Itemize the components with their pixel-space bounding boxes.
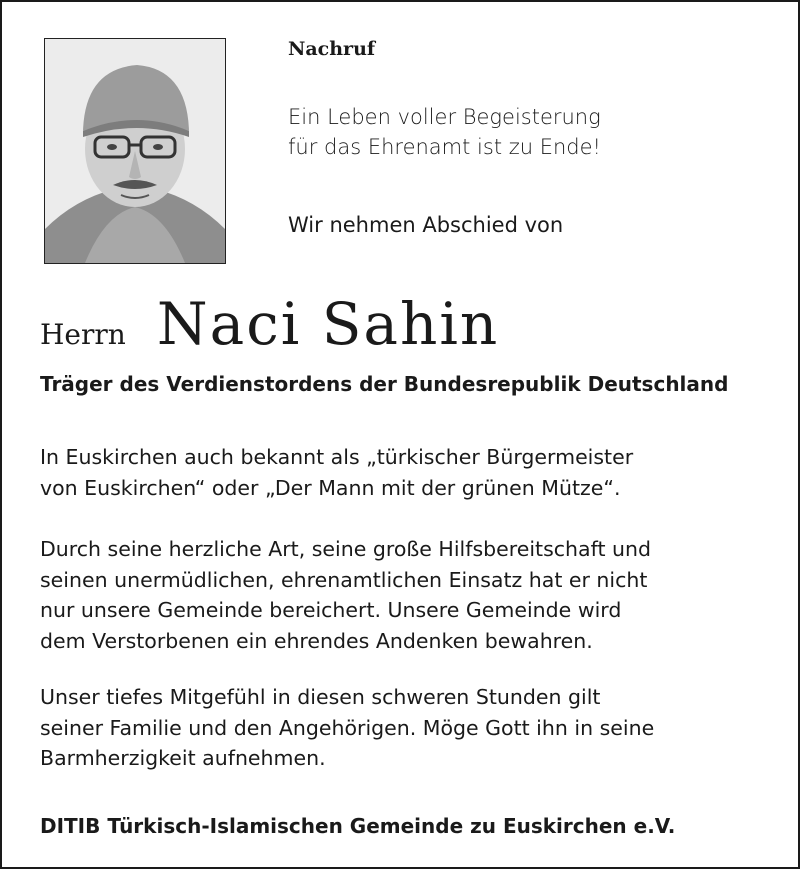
paragraph-line: von Euskirchen“ oder „Der Mann mit der grünen Mütze“. bbox=[40, 475, 621, 500]
name-row bbox=[40, 290, 499, 358]
paragraph-line: seiner Familie und den Angehörigen. Möge Gott ihn in seine bbox=[40, 715, 655, 740]
deceased-name: Naci Sahin bbox=[156, 290, 500, 358]
paragraph-line: Barmherzigkeit aufnehmen. bbox=[40, 746, 326, 770]
paragraph-line: dem Verstorbenen ein ehrendes Andenken bewahren. bbox=[40, 628, 593, 653]
paragraph-tribute bbox=[40, 534, 651, 656]
paragraph-condolence bbox=[40, 682, 654, 774]
paragraph-nickname bbox=[40, 442, 633, 503]
paragraph-line: nur unsere Gemeinde bereichert. Unsere Gemeinde wird bbox=[40, 598, 622, 622]
intro-line: für das Ehrenamt ist zu Ende! bbox=[288, 135, 601, 159]
paragraph-line: In Euskirchen auch bekannt als „türkischer Bürgermeister bbox=[40, 445, 634, 469]
honor-line: Träger des Verdienstordens der Bundesrepublik Deutschland bbox=[40, 372, 729, 396]
portrait-photo bbox=[44, 38, 226, 264]
farewell-text: Wir nehmen Abschied von bbox=[288, 213, 564, 237]
salutation: Herrn bbox=[40, 318, 126, 351]
intro-line: Ein Leben voller Begeisterung bbox=[288, 105, 601, 129]
paragraph-line: Durch seine herzliche Art, seine große Hilfsbereitschaft und bbox=[40, 537, 651, 561]
paragraph-line: Unser tiefes Mitgefühl in diesen schweren Stunden gilt bbox=[40, 685, 601, 709]
notice-heading: Nachruf bbox=[288, 38, 376, 60]
signature: DITIB Türkisch-Islamischen Gemeinde zu Euskirchen e.V. bbox=[40, 814, 676, 838]
intro-text bbox=[288, 102, 601, 162]
paragraph-line: seinen unermüdlichen, ehrenamtlichen Einsatz hat er nicht bbox=[40, 567, 648, 592]
